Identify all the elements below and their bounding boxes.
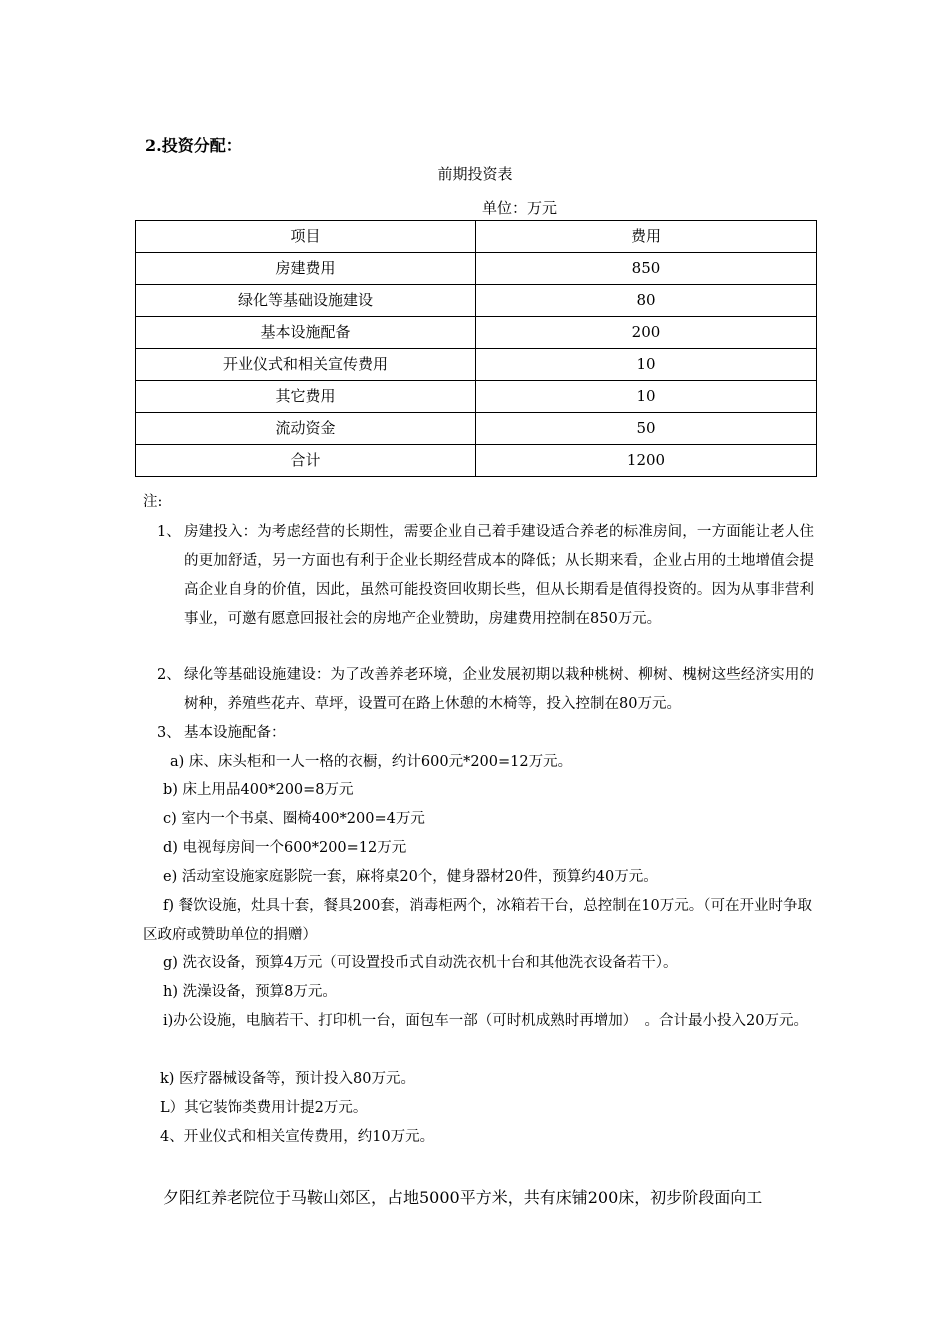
note-number: 2、 [157, 667, 181, 683]
table-cell-item: 其它费用 [136, 381, 476, 413]
column-header-cost: 费用 [476, 221, 817, 253]
note-paragraph: 绿化等基础设施建设：为了改善养老环境，企业发展初期以栽种桃树、柳树、槐树这些经济实用的树种，养殖些花卉、草坪，设置可在路上休憩的木椅等，投入控制在80万元。 [184, 667, 814, 712]
sub-item: e) 活动室设施家庭影院一套，麻将桌20个，健身器材20件，预算约40万元。 [163, 869, 658, 885]
table-row [136, 381, 817, 413]
table-cell-cost: 200 [476, 317, 817, 349]
investment-table [135, 220, 817, 477]
table-cell-item: 合计 [136, 445, 476, 477]
sub-item: g) 洗衣设备，预算4万元（可设置投币式自动洗衣机十台和其他洗衣设备若干）。 [163, 955, 678, 971]
table-cell-cost: 10 [476, 349, 817, 381]
sub-item: c) 室内一个书桌、圈椅400*200=4万元 [163, 811, 425, 827]
table-title: 前期投资表 [437, 165, 513, 183]
table-cell-cost: 850 [476, 253, 817, 285]
table-header-row [136, 221, 817, 253]
table-row [136, 349, 817, 381]
table-cell-item: 开业仪式和相关宣传费用 [136, 349, 476, 381]
table-cell-item: 房建费用 [136, 253, 476, 285]
section-heading: 2.投资分配： [145, 136, 242, 155]
column-header-item: 项目 [136, 221, 476, 253]
table-cell-item: 流动资金 [136, 413, 476, 445]
table-unit: 单位：万元 [482, 199, 558, 217]
notes-label: 注: [143, 494, 163, 510]
table-cell-item: 绿化等基础设施建设 [136, 285, 476, 317]
table-cell-cost: 1200 [476, 445, 817, 477]
note-number: 1、 [157, 524, 181, 540]
sub-item: k) 医疗器械设备等，预计投入80万元。 [160, 1071, 416, 1087]
table-row [136, 413, 817, 445]
table-row [136, 253, 817, 285]
sub-item: f) 餐饮设施，灶具十套，餐具200套，消毒柜两个，冰箱若干台，总控制在10万元。（可在开业时争取区政府或赞助单位的捐赠） [143, 898, 813, 943]
sub-item: b) 床上用品400*200=8万元 [163, 782, 354, 798]
table-cell-cost: 50 [476, 413, 817, 445]
note-paragraph: 房建投入：为考虑经营的长期性，需要企业自己着手建设适合养老的标准房间，一方面能让老人住的更加舒适，另一方面也有利于企业长期经营成本的降低；从长期来看，企业占用的土地增值会提高企业自身的价值，因此，虽然可能投资回收期长些，但从长期看是值得投资的。因为从事非营利事业，可邀有愿意回报社会的房地产企业赞助，房建费用控制在850万元。 [184, 524, 814, 627]
note-number: 3、 [157, 725, 181, 741]
sub-item: h) 洗澡设备，预算8万元。 [163, 984, 337, 1000]
note-paragraph: 基本设施配备： [184, 725, 286, 741]
sub-item: L）其它装饰类费用计提2万元。 [160, 1100, 368, 1116]
table-cell-item: 基本设施配备 [136, 317, 476, 349]
body-paragraph: 夕阳红养老院位于马鞍山郊区，占地5000平方米，共有床铺200床，初步阶段面向工 [163, 1188, 763, 1207]
table-row [136, 285, 817, 317]
table-cell-cost: 80 [476, 285, 817, 317]
sub-item: a) 床、床头柜和一人一格的衣橱，约计600元*200=12万元。 [170, 754, 573, 770]
table-row [136, 317, 817, 349]
note-item: 4、开业仪式和相关宣传费用，约10万元。 [160, 1129, 435, 1145]
table-cell-cost: 10 [476, 381, 817, 413]
sub-item: d) 电视每房间一个600*200=12万元 [163, 840, 407, 856]
sub-item: i)办公设施，电脑若干、打印机一台，面包车一部（可时机成熟时再增加） 。合计最小投入20万元。 [163, 1013, 808, 1029]
table-total-row [136, 445, 817, 477]
